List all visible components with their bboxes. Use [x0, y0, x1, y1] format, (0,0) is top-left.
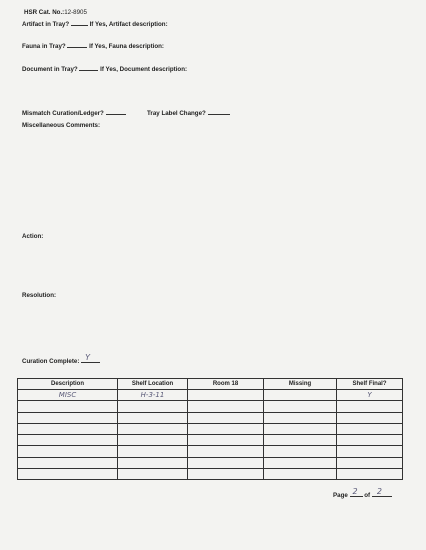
room-18-cell[interactable] [188, 457, 264, 468]
description-cell[interactable] [18, 435, 118, 446]
artifact-desc-label: If Yes, Artifact description: [89, 21, 168, 28]
description-cell[interactable] [18, 457, 118, 468]
column-header-description: Description [18, 379, 118, 390]
missing-cell[interactable] [264, 469, 337, 480]
document-answer-field[interactable] [79, 65, 98, 71]
column-header-shelf-location: Shelf Location [118, 379, 188, 390]
missing-cell[interactable] [264, 401, 337, 412]
description-cell[interactable]: MISC [18, 390, 118, 401]
mismatch-line [22, 109, 126, 117]
missing-cell[interactable] [264, 446, 337, 457]
curation-complete-line [22, 353, 100, 365]
misc-comments-label: Miscellaneous Comments: [22, 122, 101, 129]
artifact-line [22, 20, 168, 28]
table-row [18, 401, 403, 412]
shelf-location-cell[interactable] [118, 457, 188, 468]
room-18-cell[interactable] [188, 469, 264, 480]
column-header-shelf-final: Shelf Final? [337, 379, 403, 390]
shelf-location-cell[interactable] [118, 401, 188, 412]
tray-label-change-line [147, 109, 230, 117]
document-label: Document in Tray? [22, 66, 78, 73]
curation-complete-value: Y [85, 353, 91, 362]
shelf-final-cell[interactable] [337, 457, 403, 468]
shelf-location-cell[interactable]: H-3-11 [118, 390, 188, 401]
artifact-answer-field[interactable] [71, 20, 88, 26]
document-desc-label: If Yes, Document description: [100, 66, 188, 73]
cat-number-label: HSR Cat. No.: [24, 9, 65, 16]
fauna-label: Fauna in Tray? [22, 43, 66, 50]
shelf-location-cell[interactable] [118, 469, 188, 480]
shelf-final-cell[interactable]: Y [337, 390, 403, 401]
shelf-location-cell[interactable] [118, 412, 188, 423]
description-cell[interactable] [18, 423, 118, 434]
table-header-row [18, 379, 403, 390]
artifact-label: Artifact in Tray? [22, 21, 70, 28]
page-total-field[interactable] [372, 487, 392, 497]
cat-number-line [24, 9, 87, 16]
room-18-cell[interactable] [188, 423, 264, 434]
cat-number-value: 12-8905 [64, 9, 87, 16]
page-counter [333, 487, 392, 499]
page-label: Page [333, 492, 348, 499]
description-cell[interactable] [18, 412, 118, 423]
table-row [18, 412, 403, 423]
missing-cell[interactable] [264, 435, 337, 446]
document-line [22, 65, 187, 73]
room-18-cell[interactable] [188, 446, 264, 457]
page-number-value: 2 [352, 487, 358, 496]
table-row [18, 390, 403, 401]
shelf-final-cell[interactable] [337, 435, 403, 446]
table-row [18, 446, 403, 457]
curation-complete-field[interactable] [81, 353, 100, 363]
fauna-desc-label: If Yes, Fauna description: [89, 43, 164, 50]
missing-cell[interactable] [264, 423, 337, 434]
tray-log-table [17, 378, 403, 480]
missing-cell[interactable] [264, 412, 337, 423]
page-total-value: 2 [376, 487, 382, 496]
shelf-final-cell[interactable] [337, 412, 403, 423]
shelf-location-cell[interactable] [118, 423, 188, 434]
shelf-final-cell[interactable] [337, 469, 403, 480]
description-cell[interactable] [18, 469, 118, 480]
shelf-final-cell[interactable] [337, 446, 403, 457]
tray-label-change-field[interactable] [208, 109, 230, 115]
tray-label-change-label: Tray Label Change? [147, 110, 206, 117]
fauna-answer-field[interactable] [67, 42, 87, 48]
description-cell[interactable] [18, 446, 118, 457]
room-18-cell[interactable] [188, 435, 264, 446]
missing-cell[interactable] [264, 457, 337, 468]
action-label: Action: [22, 233, 44, 240]
mismatch-label: Mismatch Curation/Ledger? [22, 110, 104, 117]
table-row [18, 435, 403, 446]
room-18-cell[interactable] [188, 401, 264, 412]
table-row [18, 423, 403, 434]
page-number-field[interactable] [350, 487, 363, 497]
mismatch-answer-field[interactable] [106, 109, 126, 115]
shelf-location-cell[interactable] [118, 446, 188, 457]
of-label: of [364, 492, 371, 499]
curation-complete-label: Curation Complete: [22, 358, 80, 365]
table-row [18, 469, 403, 480]
missing-cell[interactable] [264, 390, 337, 401]
shelf-location-cell[interactable] [118, 435, 188, 446]
table-row [18, 457, 403, 468]
fauna-line [22, 42, 164, 50]
resolution-label: Resolution: [22, 292, 57, 299]
description-cell[interactable] [18, 401, 118, 412]
shelf-final-cell[interactable] [337, 401, 403, 412]
column-header-missing: Missing [264, 379, 337, 390]
shelf-final-cell[interactable] [337, 423, 403, 434]
room-18-cell[interactable] [188, 390, 264, 401]
column-header-room-18: Room 18 [188, 379, 264, 390]
room-18-cell[interactable] [188, 412, 264, 423]
